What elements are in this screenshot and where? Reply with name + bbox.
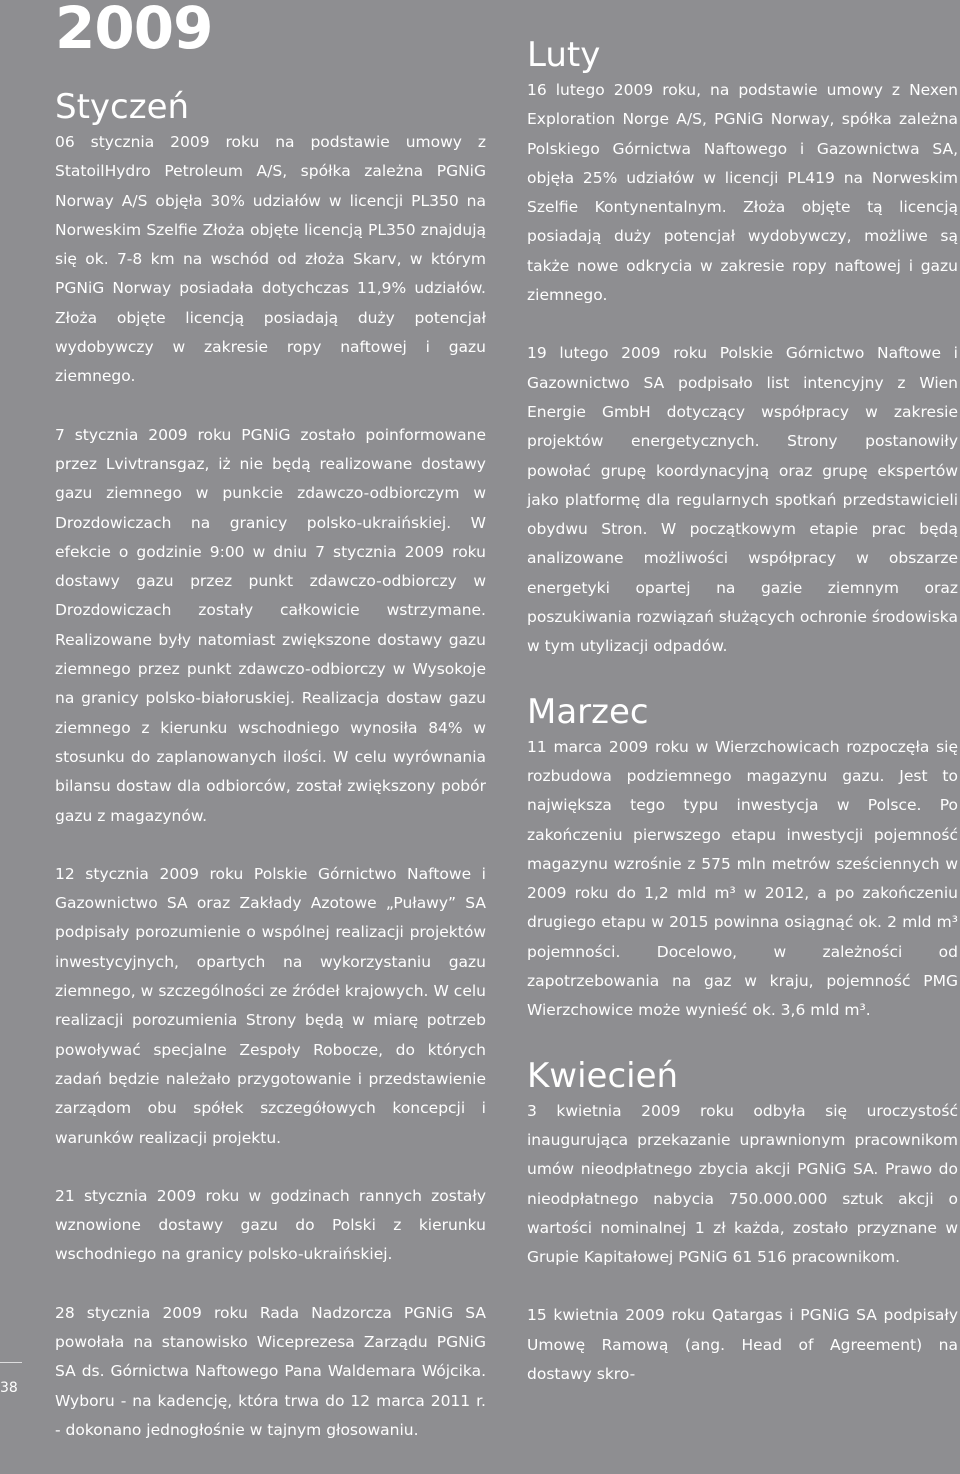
section-styczen xyxy=(55,86,486,1445)
paragraph: 12 stycznia 2009 roku Polskie Górnictwo Naftowe i Gazownictwo SA oraz Zakłady Azotowe „Puławy” SA podpisały porozumienie o wspólnej realizacji projektów inwestycyjnych, opartych na wykorzystaniu gazu ziemnego, w szczególności ze źródeł krajowych. W celu realizacji porozumienia Strony będą w miarę potrzeb powoływać specjalne Zespoły Robocze, do których zadań będzie należało przygotowanie i przedstawienie zarządom obu spółek szczegółowych koncepcji i warunków realizacji projektu. xyxy=(55,864,486,1147)
page-number: 38 xyxy=(0,1380,18,1396)
page-number-rule xyxy=(0,1362,22,1363)
month-heading: Styczeń xyxy=(55,87,190,127)
year-heading: 2009 xyxy=(55,0,213,62)
section-kwiecien xyxy=(527,1055,958,1390)
paragraph: 28 stycznia 2009 roku Rada Nadzorcza PGNiG SA powołała na stanowisko Wiceprezesa Zarządu PGNiG SA ds. Górnictwa Naftowego Pana Waldemara Wójcika. Wyboru - na kadencję, która trwa do 12 marca 2011 r. - dokonano jednogłośnie w tajnym głosowaniu. xyxy=(55,1303,486,1439)
left-column xyxy=(55,86,486,1474)
section-marzec xyxy=(527,691,958,1026)
paragraph: 16 lutego 2009 roku, na podstawie umowy z Nexen Exploration Norge A/S, PGNiG Norway, spółka zależna Polskiego Górnictwa Naftowego i Gazownictwa SA, objęła 25% udziałów w licencji PL419 na Norweskim Szelfie Kontynentalnym. Złoża objęte tą licencją posiadają duży potencjał wydobywczy, możliwe są także nowe odkrycia w zakresie ropy naftowej i gazu ziemnego. xyxy=(527,81,958,305)
paragraph: 19 lutego 2009 roku Polskie Górnictwo Naftowe i Gazownictwo SA podpisało list intencyjny z Wien Energie GmbH dotyczący współpracy w zakresie projektów energetycznych. Strony postanowiły powołać grupę koordynacyjną oraz grupę ekspertów jako platformę dla regularnych spotkań przedstawicieli obydwu Stron. W początkowym etapie prac będą analizowane możliwości współpracy w obszarze energetyki opartej na gazie ziemnym oraz poszukiwania rozwiązań służących ochronie środowiska w tym utylizacji odpadów. xyxy=(527,344,958,656)
month-heading: Marzec xyxy=(527,691,649,732)
month-heading: Luty xyxy=(527,35,601,75)
paragraph: 11 marca 2009 roku w Wierzchowicach rozpoczęła się rozbudowa podziemnego magazynu gazu. Jest to największa tego typu inwestycja w Polsce. Po zakończeniu pierwszego etapu inwestycji pojemność magazynu wzrośnie z 575 mln metrów sześciennych w 2009 roku do 1,2 mld m³ w 2012, a po zakończeniu drugiego etapu w 2015 powinna osiągnąć ok. 2 mld m³ pojemności. Docelowo, w zależności od zapotrzebowania na gaz w kraju, pojemność PMG Wierzchowice może wynieść ok. 3,6 mld m³. xyxy=(527,737,958,1020)
paragraph: 7 stycznia 2009 roku PGNiG zostało poinformowane przez Lvivtransgaz, iż nie będą realizowane dostawy gazu ziemnego w punkcie zdawczo-odbiorczym w Drozdowiczach na granicy polsko-ukraińskiej. W efekcie o godzinie 9:00 w dniu 7 stycznia 2009 roku dostawy gazu przez punkt zdawczo-odbiorczy w Drozdowiczach zostały całkowicie wstrzymane. Realizowane były natomiast zwiększone dostawy gazu ziemnego przez punkt zdawczo-odbiorczy w Wysokoje na granicy polsko-białoruskiej. Realizacja dostaw gazu ziemnego z kierunku wschodniego wynosiła 84% w stosunku do zaplanowanych ilości. W celu wyrównania bilansu dostaw dla odbiorców, został zwiększony pobór gazu z magazynów. xyxy=(55,425,486,825)
paragraph: 15 kwietnia 2009 roku Qatargas i PGNiG SA podpisały Umowę Ramową (ang. Head of Agreement) na dostawy skro- xyxy=(527,1306,958,1383)
section-luty xyxy=(527,34,958,662)
paragraph: 3 kwietnia 2009 roku odbyła się uroczystość inaugurująca przekazanie uprawnionym pracownikom umów nieodpłatnego zbycia akcji PGNiG SA. Prawo do nieodpłatnego nabycia 750.000.000 sztuk akcji o wartości nominalnej 1 zł każda, zostało przyznane w Grupie Kapitałowej PGNiG 61 516 pracownikom. xyxy=(527,1101,958,1267)
month-heading: Kwiecień xyxy=(527,1055,679,1096)
paragraph: 21 stycznia 2009 roku w godzinach rannych zostały wznowione dostawy gazu do Polski z kierunku wschodniego na granicy polsko-ukraińskiej. xyxy=(55,1186,486,1264)
paragraph: 06 stycznia 2009 roku na podstawie umowy z StatoilHydro Petroleum A/S, spółka zależna PGNiG Norway A/S objęła 30% udziałów w licencji PL350 na Norweskim Szelfie Złoża objęte licencją PL350 znajdują się ok. 7-8 km na wschód od złoża Skarv, w którym PGNiG Norway posiadała dotychczas 11,9% udziałów. Złoża objęte licencją posiadają duży potencjał wydobywczy w zakresie ropy naftowej i gazu ziemnego. xyxy=(55,133,486,386)
right-column xyxy=(527,34,958,1418)
